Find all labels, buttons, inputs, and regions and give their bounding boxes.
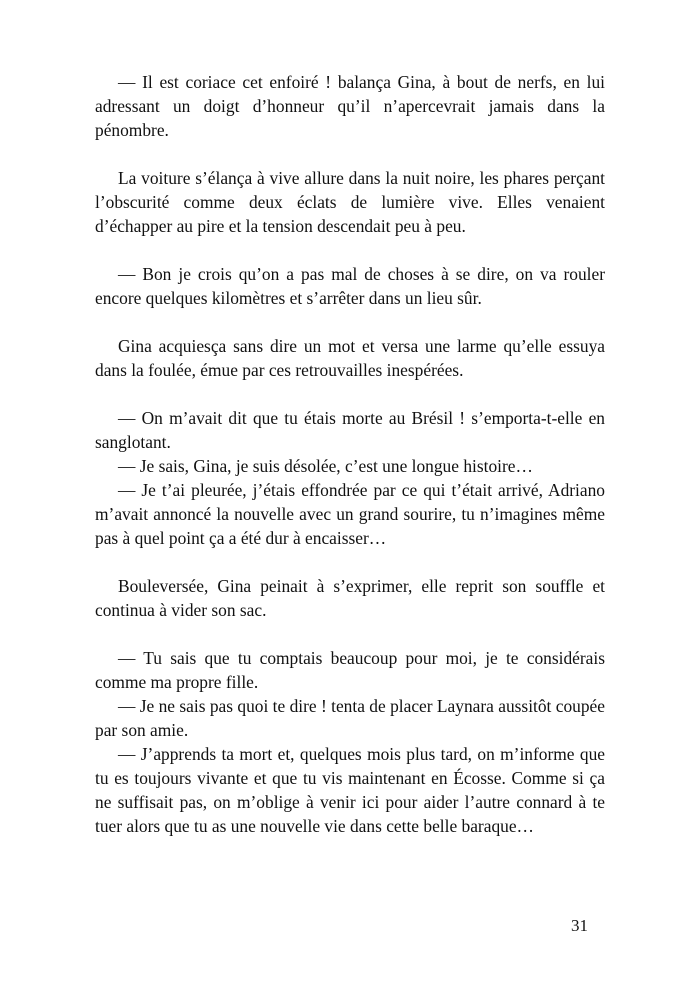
paragraph-gap bbox=[95, 142, 605, 166]
paragraph: — Il est coriace cet enfoiré ! balança Gina, à bout de nerfs, en lui adressant un doigt d’honneur qu’il n’apercevrait jamais dans la pénombre. bbox=[95, 72, 605, 140]
page-number: 31 bbox=[571, 916, 588, 935]
paragraph: Gina acquiesça sans dire un mot et versa une larme qu’elle essuya dans la foulée, émue par ces retrouvailles inespérées. bbox=[95, 336, 605, 380]
dialogue-line: — J’apprends ta mort et, quelques mois plus tard, on m’informe que tu es toujours vivante et que tu vis maintenant en Écosse. Comme si ça ne suffisait pas, on m’oblige à venir ici pour aider l’autre connard à te tuer alors que tu as une nouvelle vie dans cette belle baraque… bbox=[95, 744, 605, 836]
paragraph-gap bbox=[95, 382, 605, 406]
dialogue-line: — Je t’ai pleurée, j’étais effondrée par ce qui t’était arrivé, Adriano m’avait annoncé la nouvelle avec un grand sourire, tu n’imagines même pas à quel point ça a été dur à encaisser… bbox=[95, 480, 605, 548]
dialogue-line: — Je sais, Gina, je suis désolée, c’est une longue histoire… bbox=[118, 456, 533, 476]
paragraph: — Bon je crois qu’on a pas mal de choses à se dire, on va rouler encore quelques kilomètres et s’arrêter dans un lieu sûr. bbox=[95, 264, 605, 308]
paragraph: La voiture s’élança à vive allure dans la nuit noire, les phares perçant l’obscurité comme deux éclats de lumière vive. Elles venaient d’échapper au pire et la tension descendait peu à peu. bbox=[95, 168, 605, 236]
paragraph-gap bbox=[95, 550, 605, 574]
dialogue-line: — Je ne sais pas quoi te dire ! tenta de placer Laynara aussitôt coupée par son amie. bbox=[95, 696, 605, 740]
paragraph-gap bbox=[95, 622, 605, 646]
paragraph-gap bbox=[95, 238, 605, 262]
dialogue-line: — Tu sais que tu comptais beaucoup pour moi, je te considérais comme ma propre fille. bbox=[95, 648, 605, 692]
paragraph-gap bbox=[95, 310, 605, 334]
paragraph: Bouleversée, Gina peinait à s’exprimer, elle reprit son souffle et continua à vider son sac. bbox=[95, 576, 605, 620]
dialogue-line: — On m’avait dit que tu étais morte au Brésil ! s’emporta-t-elle en sanglotant. bbox=[95, 408, 605, 452]
page-body bbox=[95, 70, 605, 838]
